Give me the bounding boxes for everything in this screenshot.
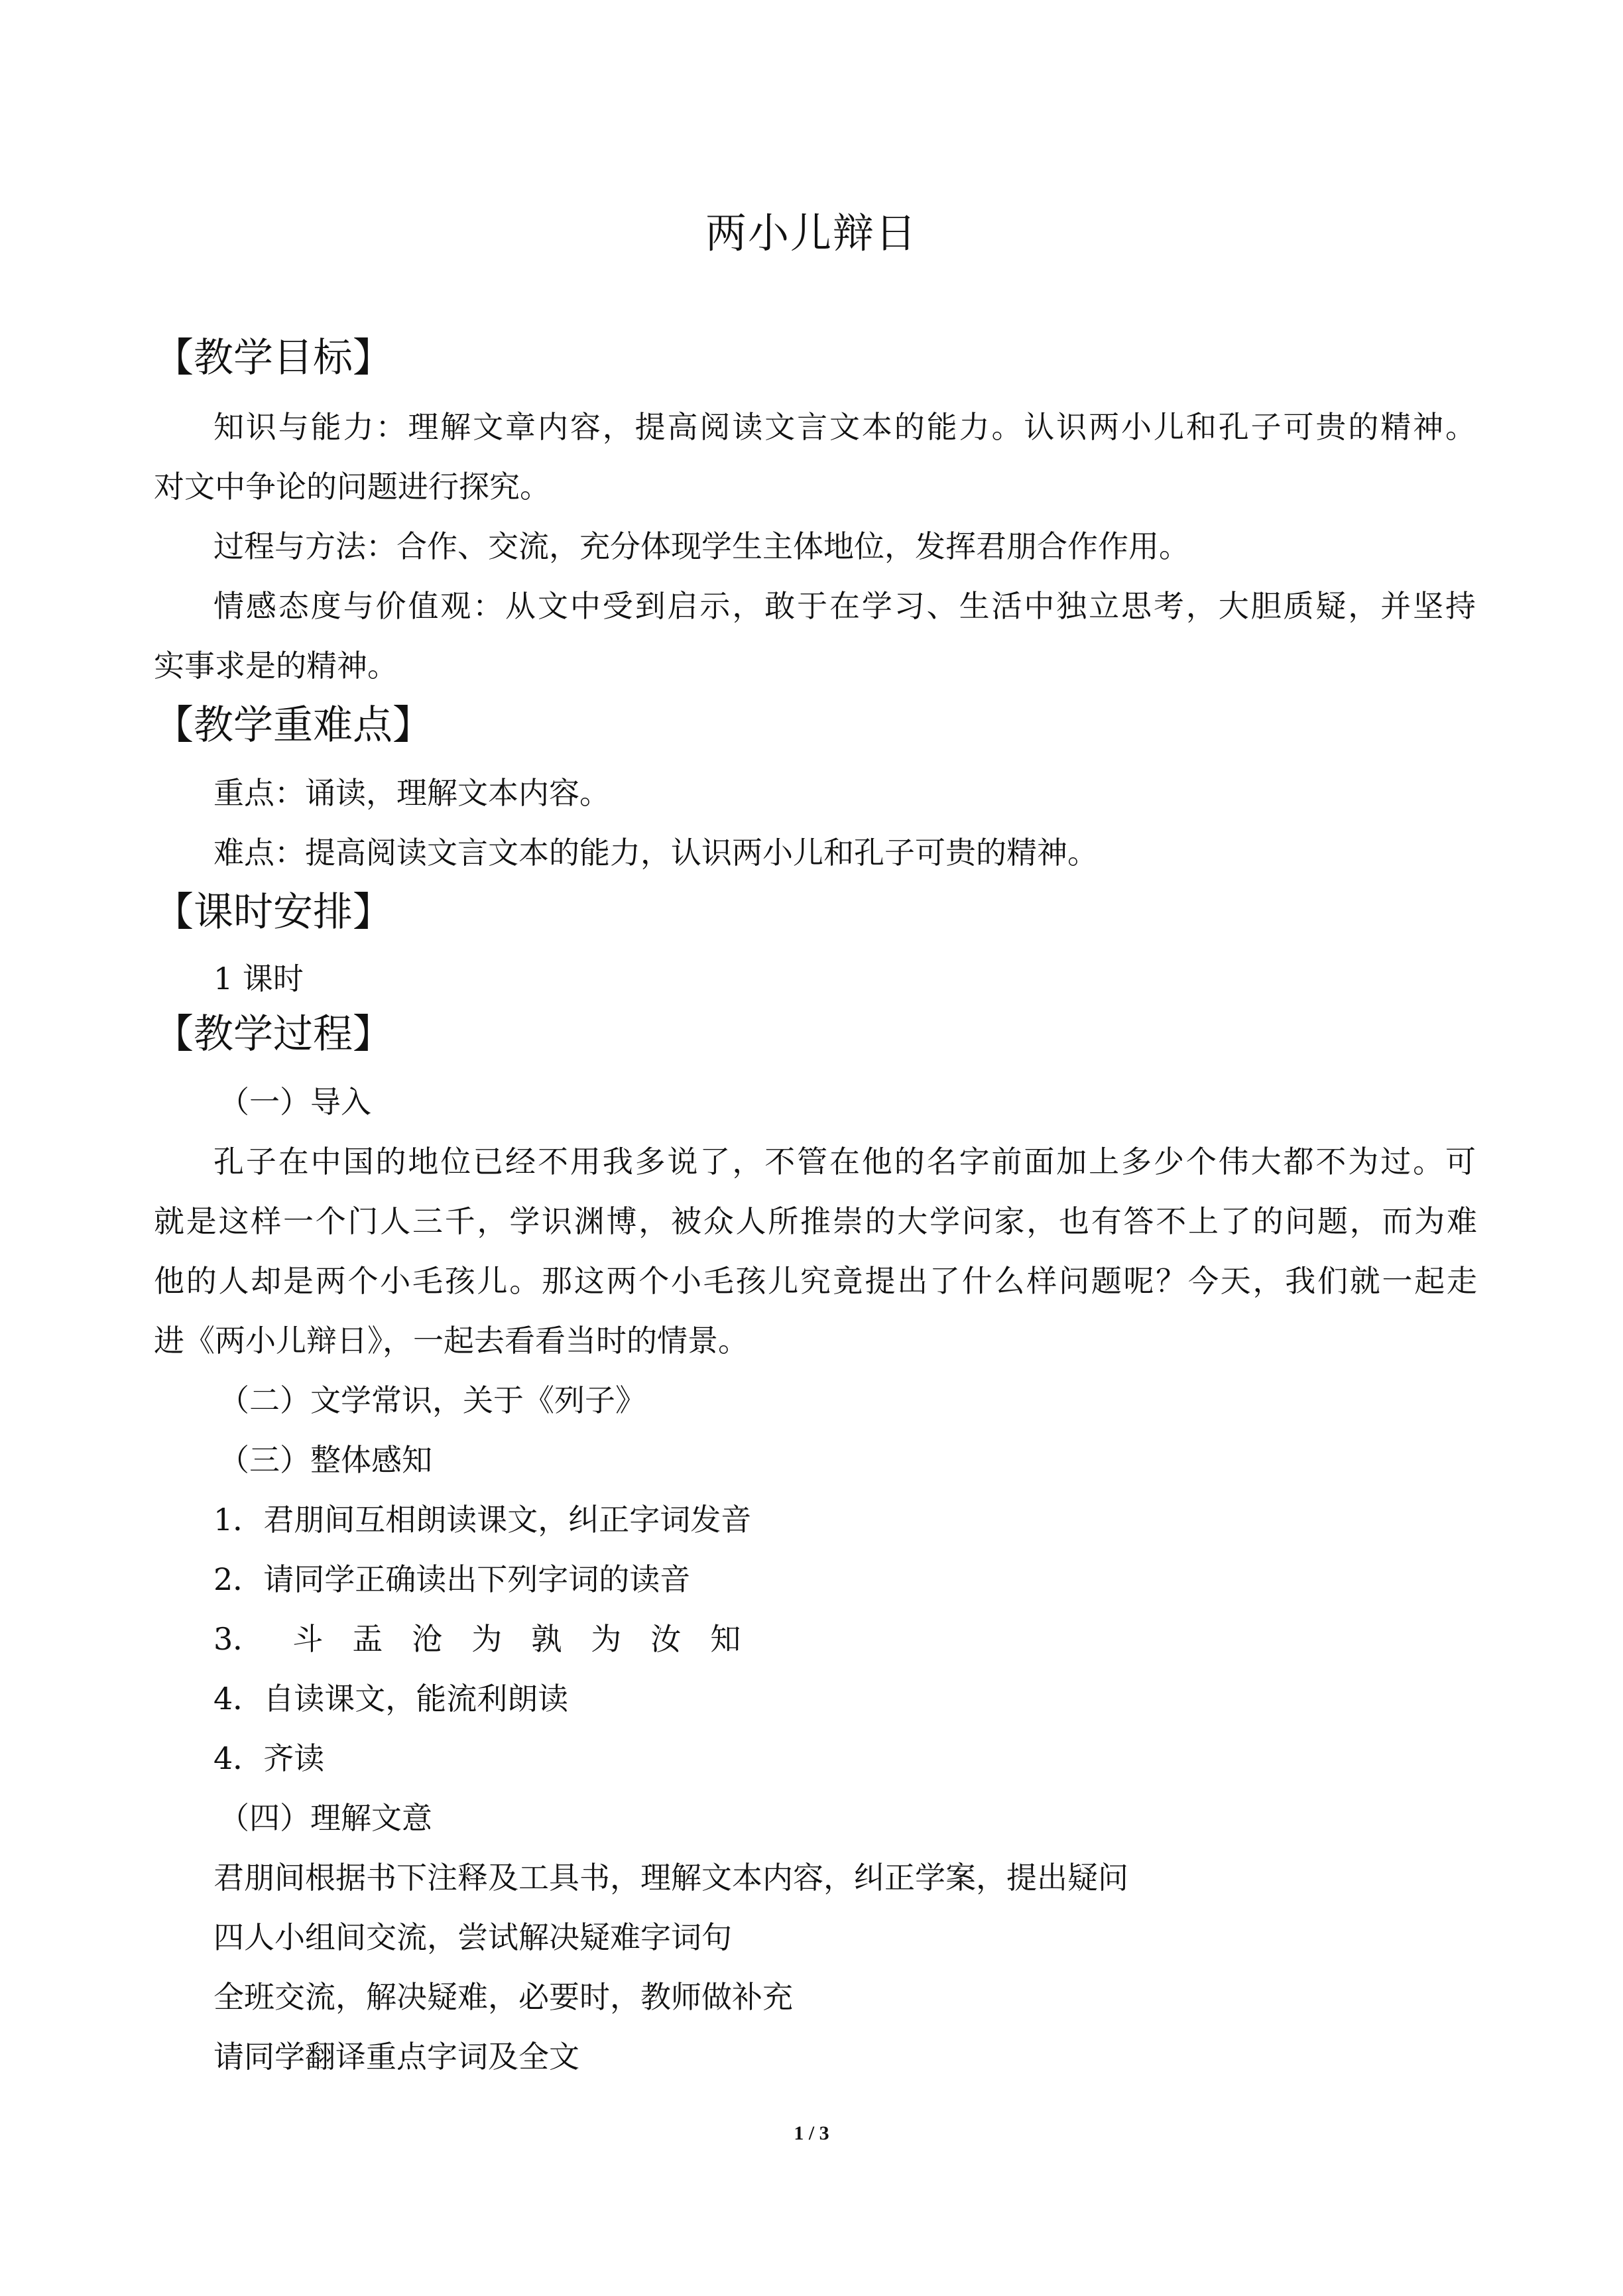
understand-line-3: 全班交流，解决疑难，必要时，教师做补充 — [213, 1979, 793, 2015]
perception-item-1: 1．君朋间互相朗读课文，纠正字词发音 — [213, 1502, 752, 1538]
pronunciation-char: 盂 — [352, 1621, 383, 1657]
pronunciation-char: 汝 — [650, 1621, 682, 1657]
perception-item-4: 4．自读课文，能流利朗读 — [213, 1681, 569, 1717]
intro-line3: 他的人却是两个小毛孩儿。那这两个小毛孩儿究竟提出了什么样问题呢？今天，我们就一起走 — [154, 1263, 1477, 1299]
section-heading-process: 【教学过程】 — [154, 1011, 392, 1057]
schedule-hours: 1 课时 — [213, 961, 304, 997]
section-heading-key-points: 【教学重难点】 — [154, 702, 432, 749]
section-heading-objectives: 【教学目标】 — [154, 335, 392, 381]
intro-line4: 进《两小儿辩日》，一起去看看当时的情景。 — [154, 1323, 749, 1359]
process-step3-title: （三）整体感知 — [219, 1442, 432, 1478]
objective-process: 过程与方法：合作、交流，充分体现学生主体地位，发挥君朋合作作用。 — [213, 528, 1189, 564]
perception-item-3-number: 3． — [213, 1621, 264, 1657]
process-step1-title: （一）导入 — [219, 1084, 371, 1120]
objective-knowledge-line1: 知识与能力：理解文章内容，提高阅读文言文本的能力。认识两小儿和孔子可贵的精神。 — [213, 409, 1476, 445]
objective-knowledge-line2: 对文中争论的问题进行探究。 — [154, 469, 550, 505]
perception-item-5: 4．齐读 — [213, 1740, 325, 1776]
pronunciation-char: 孰 — [531, 1621, 562, 1657]
section-heading-schedule: 【课时安排】 — [154, 889, 392, 936]
key-point-difficulty: 难点：提高阅读文言文本的能力，认识两小儿和孔子可贵的精神。 — [213, 835, 1098, 871]
key-point-focus: 重点：诵读，理解文本内容。 — [213, 775, 610, 811]
process-step2-title: （二）文学常识，关于《列子》 — [219, 1382, 646, 1418]
pronunciation-char: 斗 — [292, 1621, 324, 1657]
page-number: 1 / 3 — [794, 2122, 829, 2144]
understand-line-4: 请同学翻译重点字词及全文 — [213, 2039, 579, 2075]
pronunciation-char: 为 — [591, 1621, 622, 1657]
perception-item-3 — [213, 1619, 741, 1659]
objective-emotion-line1: 情感态度与价值观：从文中受到启示，敢于在学习、生活中独立思考，大胆质疑，并坚持 — [213, 588, 1476, 624]
objective-emotion-line2: 实事求是的精神。 — [154, 648, 398, 684]
document-title: 两小儿辩日 — [705, 209, 918, 257]
process-step4-title: （四）理解文意 — [219, 1800, 432, 1836]
pronunciation-char: 沧 — [412, 1621, 443, 1657]
pronunciation-char: 为 — [471, 1621, 503, 1657]
intro-line1: 孔子在中国的地位已经不用我多说了，不管在他的名字前面加上多少个伟大都不为过。可 — [213, 1144, 1476, 1179]
intro-line2: 就是这样一个门人三千，学识渊博，被众人所推崇的大学问家，也有答不上了的问题，而为难 — [154, 1203, 1477, 1239]
understand-line-2: 四人小组间交流，尝试解决疑难字词句 — [213, 1919, 732, 1955]
understand-line-1: 君朋间根据书下注释及工具书，理解文本内容，纠正学案，提出疑问 — [213, 1860, 1128, 1896]
pronunciation-char: 知 — [710, 1621, 741, 1657]
perception-item-2: 2．请同学正确读出下列字词的读音 — [213, 1561, 691, 1597]
